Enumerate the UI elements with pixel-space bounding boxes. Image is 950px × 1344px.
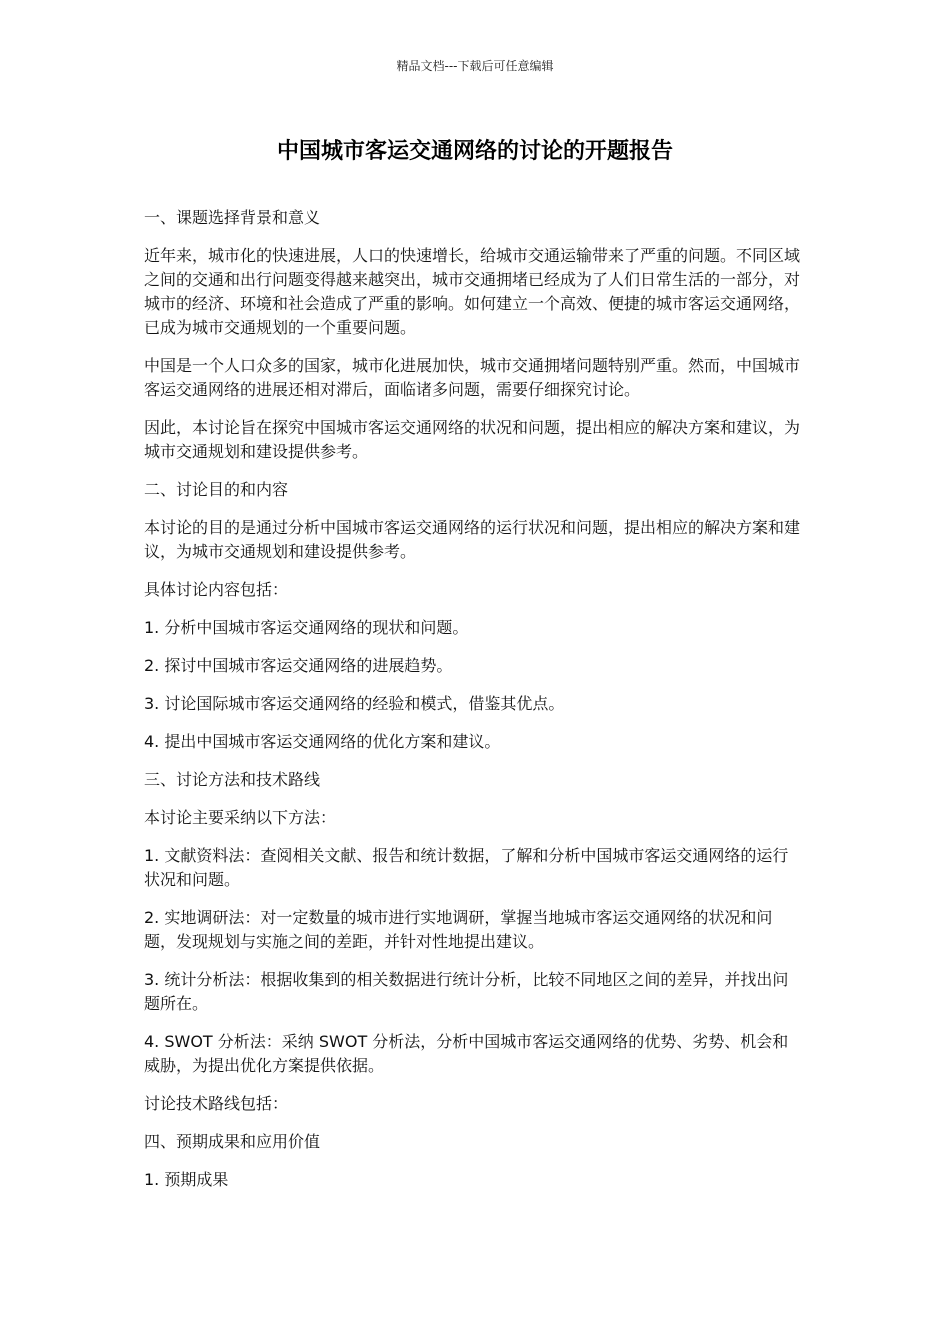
list-item-method-1: 1. 文献资料法：查阅相关文献、报告和统计数据，了解和分析中国城市客运交通网络的运行状况和问题。: [144, 846, 789, 889]
document-body: [144, 206, 804, 1206]
document-title: 中国城市客运交通网络的讨论的开题报告: [276, 139, 673, 164]
paragraph-background-1: 近年来，城市化的快速进展，人口的快速增长，给城市交通运输带来了严重的问题。不同区域之间的交通和出行问题变得越来越突出，城市交通拥堵已经成为了人们日常生活的一部分，对城市的经济、环境和社会造成了严重的影响。如何建立一个高效、便捷的城市客运交通网络，已成为城市交通规划的一个重要问题。: [144, 246, 801, 337]
paragraph-content-intro: 具体讨论内容包括：: [144, 580, 289, 599]
list-item-method-2: 2. 实地调研法：对一定数量的城市进行实地调研，掌握当地城市客运交通网络的状况和问题，发现规划与实施之间的差距，并针对性地提出建议。: [144, 908, 773, 951]
paragraph-background-3: 因此，本讨论旨在探究中国城市客运交通网络的状况和问题，提出相应的解决方案和建议，为城市交通规划和建设提供参考。: [144, 418, 801, 461]
list-item-content-3: 3. 讨论国际城市客运交通网络的经验和模式，借鉴其优点。: [144, 694, 565, 713]
section-heading-outcomes: 四、预期成果和应用价值: [144, 1132, 321, 1151]
list-item-method-4: 4. SWOT 分析法：采纳 SWOT 分析法，分析中国城市客运交通网络的优势、劣势、机会和威胁，为提出优化方案提供依据。: [144, 1032, 789, 1075]
list-item-content-1: 1. 分析中国城市客运交通网络的现状和问题。: [144, 618, 469, 637]
list-item-content-2: 2. 探讨中国城市客运交通网络的进展趋势。: [144, 656, 453, 675]
list-item-outcome-1: 1. 预期成果: [144, 1170, 229, 1189]
section-heading-methods: 三、讨论方法和技术路线: [144, 770, 321, 789]
section-heading-purpose: 二、讨论目的和内容: [144, 480, 289, 499]
paragraph-background-2: 中国是一个人口众多的国家，城市化进展加快，城市交通拥堵问题特别严重。然而，中国城市客运交通网络的进展还相对滞后，面临诸多问题，需要仔细探究讨论。: [144, 356, 801, 399]
list-item-content-4: 4. 提出中国城市客运交通网络的优化方案和建议。: [144, 732, 501, 751]
paragraph-technical-route: 讨论技术路线包括：: [144, 1094, 289, 1113]
paragraph-purpose: 本讨论的目的是通过分析中国城市客运交通网络的运行状况和问题，提出相应的解决方案和建议，为城市交通规划和建设提供参考。: [144, 518, 801, 561]
paragraph-methods-intro: 本讨论主要采纳以下方法：: [144, 808, 337, 827]
list-item-method-3: 3. 统计分析法：根据收集到的相关数据进行统计分析，比较不同地区之间的差异，并找出问题所在。: [144, 970, 789, 1013]
section-heading-background: 一、课题选择背景和意义: [144, 208, 321, 227]
page-header: 精品文档---下载后可任意编辑: [396, 59, 554, 73]
